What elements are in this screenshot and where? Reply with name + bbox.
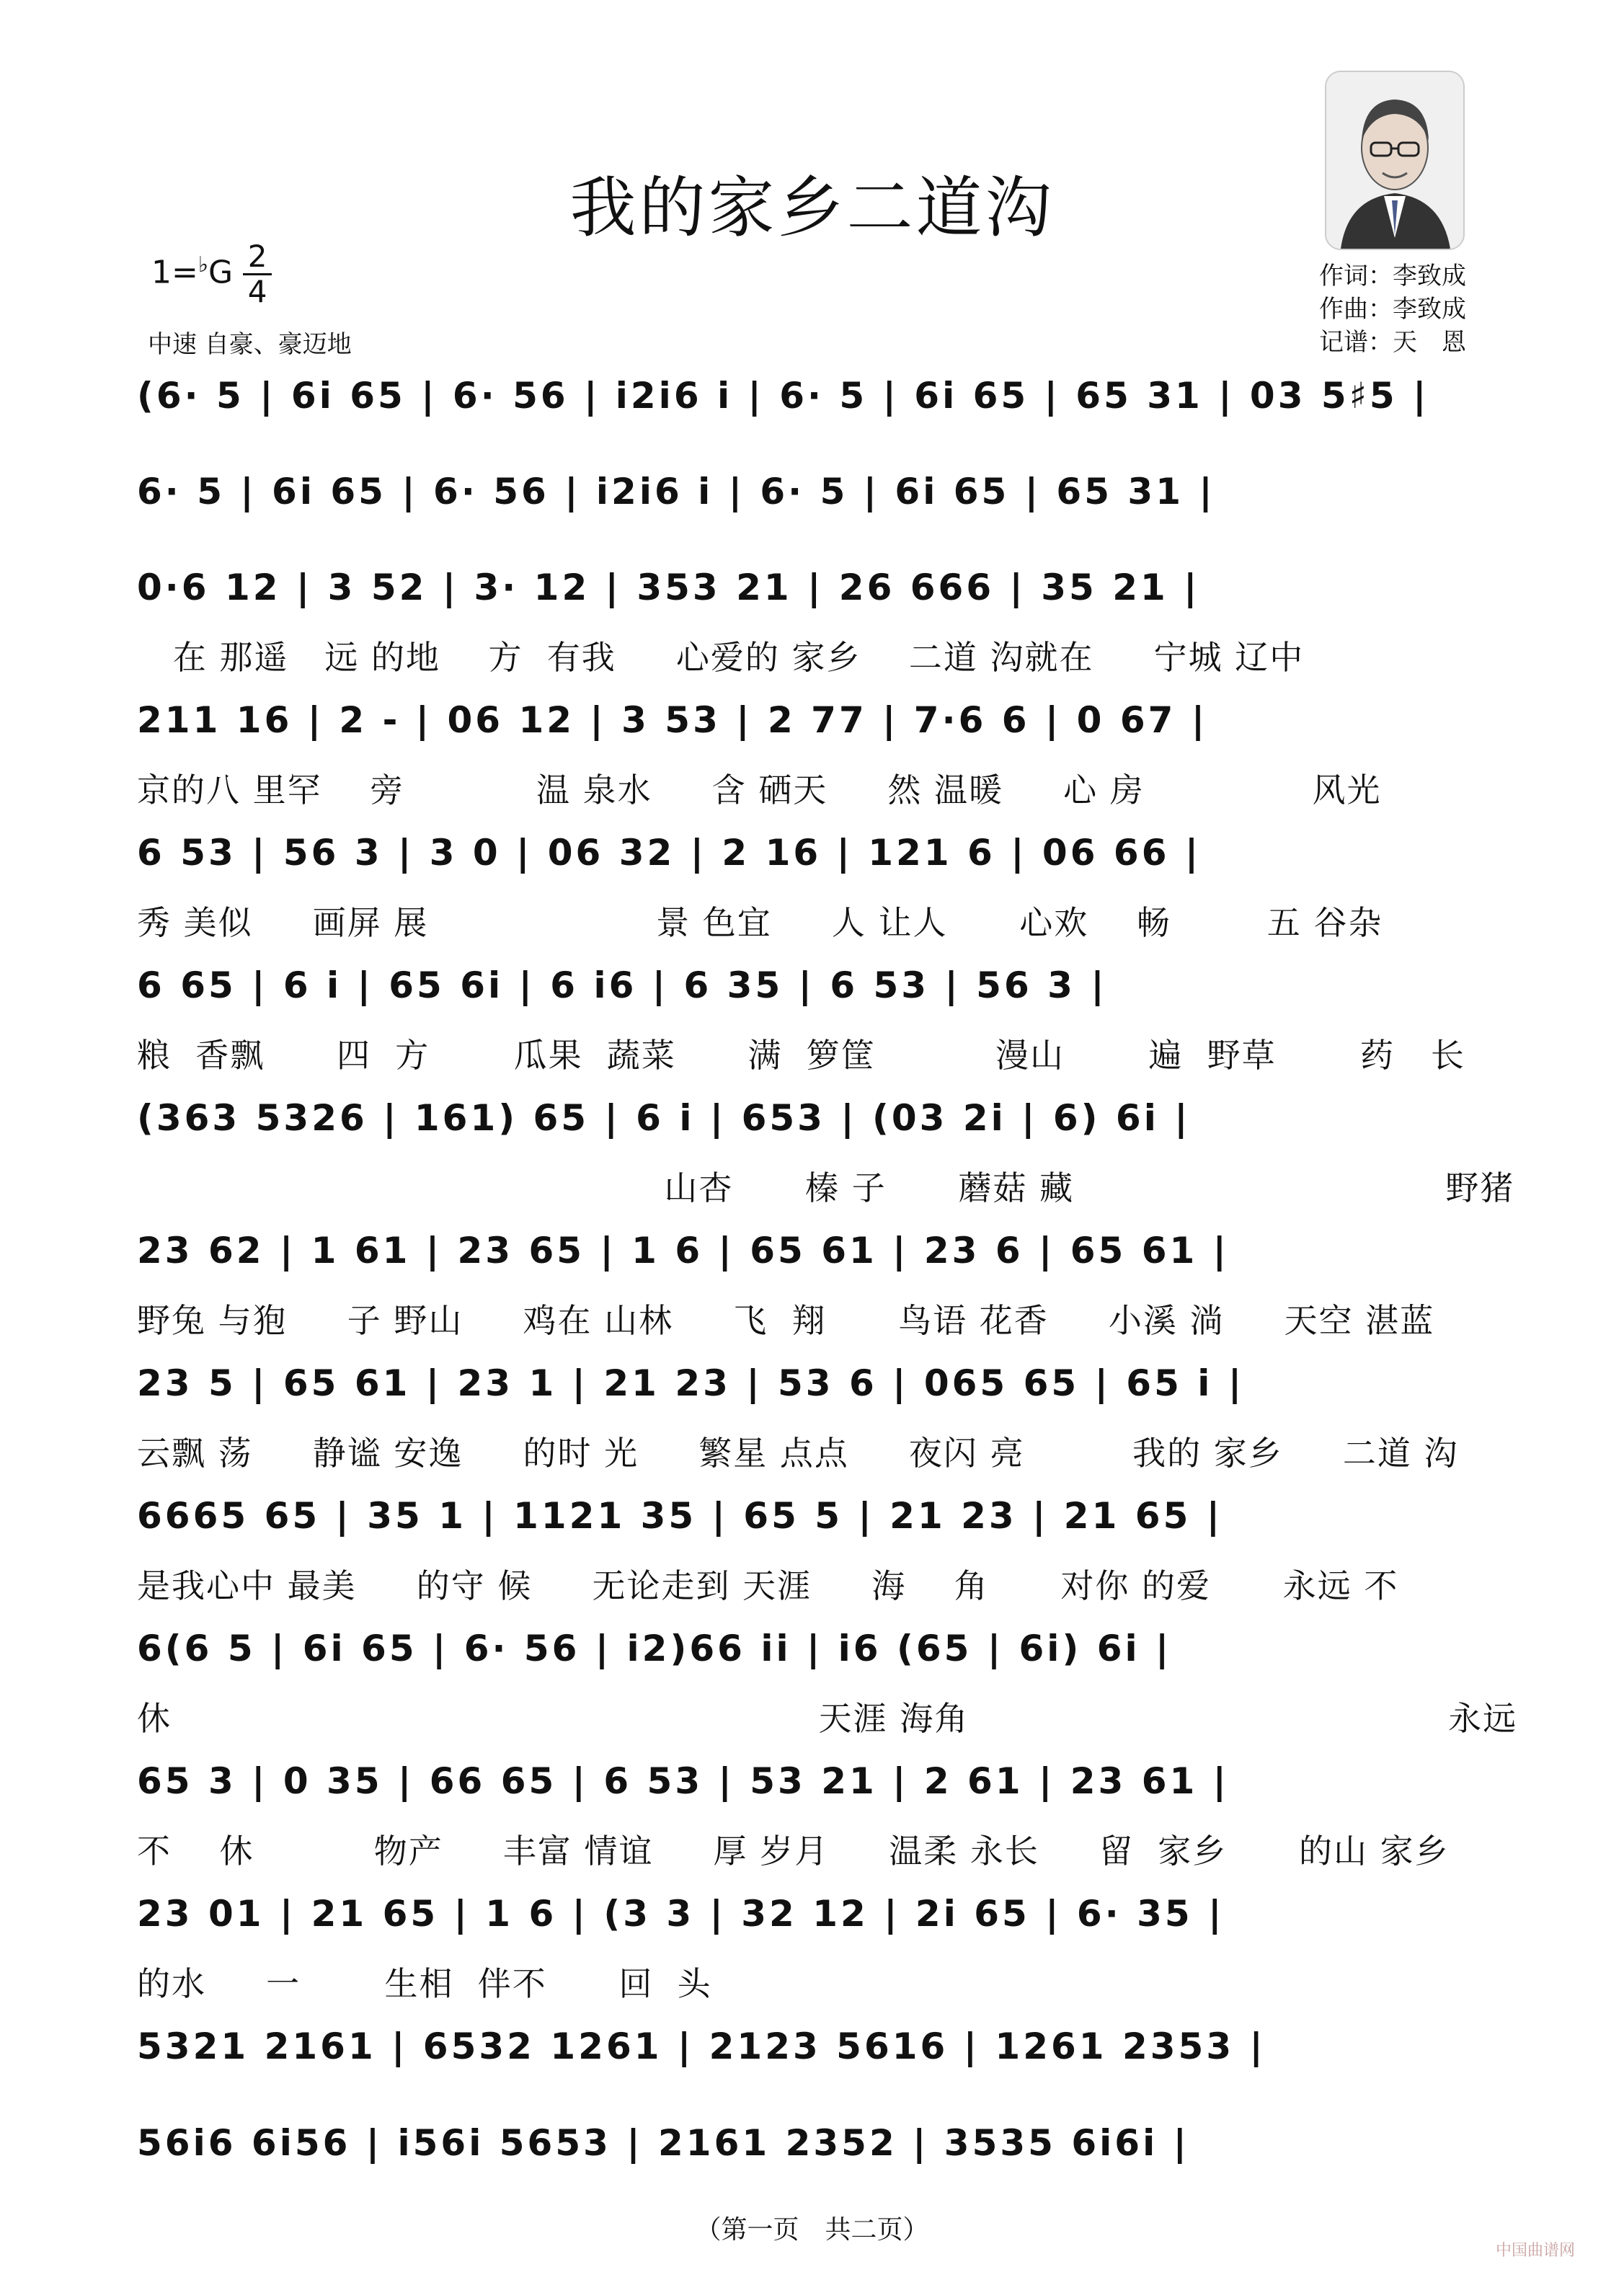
lyrics-line: 休 天涯 海角 永远 (137, 1699, 1518, 1738)
watermark-logo: 中国曲谱网 (1496, 2242, 1576, 2260)
key-signature (151, 241, 272, 307)
lyrics-line: 的水 一 生相 伴不 回 头 (137, 1964, 712, 2003)
lyrics-line: 是我心中 最美 的守 候 无论走到 天涯 海 角 对你 的爱 永远 不 (137, 1566, 1399, 1605)
lyrics-line: 在 那遥 远 的地 方 有我 心爱的 家乡 二道 沟就在 宁城 辽中 (137, 638, 1305, 677)
key-prefix: 1= (151, 254, 198, 291)
lyrics-line: 粮 香飘 四 方 瓜果 蔬菜 满 箩筐 漫山 遍 野草 药 长 (137, 1036, 1465, 1075)
lyrics-line: 京的八 里罕 旁 温 泉水 含 硒天 然 温暖 心 房 风光 (137, 771, 1382, 809)
notation-line: 211 16 | 2 - | 06 12 | 3 53 | 2 77 | 7·6 6 | 0 67 | (137, 699, 1208, 741)
lyrics-line: 不 休 物产 丰富 情谊 厚 岁月 温柔 永长 留 家乡 的山 家乡 (137, 1832, 1450, 1871)
page-title: 我的家乡二道沟 (569, 169, 1055, 247)
transcriber-credit: 记谱：天 恩 (1319, 328, 1466, 357)
notation-line: 6665 65 | 35 1 | 1121 35 | 65 5 | 21 23 | 21 65 | (137, 1495, 1223, 1537)
lyrics-line: 云飘 荡 静谧 安逸 的时 光 繁星 点点 夜闪 亮 我的 家乡 二道 沟 (137, 1434, 1459, 1473)
key-tonic: G (208, 254, 234, 291)
page-number: （第一页 共二页） (695, 2215, 929, 2245)
notation-line: 5321 2161 | 6532 1261 | 2123 5616 | 1261 2353 | (137, 2026, 1266, 2067)
notation-line: 23 5 | 65 61 | 23 1 | 21 23 | 53 6 | 065 65 | 65 i | (137, 1362, 1245, 1404)
tempo-marking: 中速 自豪、豪迈地 (148, 330, 352, 359)
lyrics-line: 野兔 与狍 子 野山 鸡在 山林 飞 翔 鸟语 花香 小溪 淌 天空 湛蓝 (137, 1301, 1435, 1340)
composer-portrait (1325, 71, 1465, 250)
time-top: 2 (247, 239, 267, 274)
notation-line: 56i6 6i56 | i56i 5653 | 2161 2352 | 3535 6i6i | (137, 2122, 1189, 2164)
notation-line: (6· 5 | 6i 65 | 6· 56 | i2i6 i | 6· 5 | 6i 65 | 65 31 | 03 5♯5 | (137, 375, 1429, 417)
credits (1319, 259, 1466, 359)
notation-line: 6 53 | 56 3 | 3 0 | 06 32 | 2 16 | 121 6 | 06 66 | (137, 832, 1202, 874)
notation-line: 65 3 | 0 35 | 66 65 | 6 53 | 53 21 | 2 61 | 23 61 | (137, 1760, 1229, 1802)
notation-line: 23 62 | 1 61 | 23 65 | 1 6 | 65 61 | 23 6 | 65 61 | (137, 1230, 1229, 1272)
lyricist-credit: 作词：李致成 (1319, 262, 1466, 290)
lyrics-line: 秀 美似 画屏 展 景 色宜 人 让人 心欢 畅 五 谷杂 (137, 903, 1383, 942)
lyrics-line: 山杏 榛 子 蘑菇 藏 野猪 (137, 1168, 1515, 1207)
notation-line: 6 65 | 6 i | 65 6i | 6 i6 | 6 35 | 6 53 | 56 3 | (137, 964, 1107, 1006)
notation-line: 0·6 12 | 3 52 | 3· 12 | 353 21 | 26 666 | 35 21 | (137, 567, 1200, 608)
time-bottom: 4 (247, 274, 267, 309)
flat-sign: ♭ (198, 252, 209, 278)
composer-credit: 作曲：李致成 (1319, 295, 1466, 324)
notation-line: 6(6 5 | 6i 65 | 6· 56 | i2)66 ii | i6 (65 | 6i) 6i | (137, 1628, 1172, 1669)
notation-line: (363 5326 | 161) 65 | 6 i | 653 | (03 2i | 6) 6i | (137, 1097, 1191, 1139)
time-signature (243, 241, 272, 307)
notation-line: 6· 5 | 6i 65 | 6· 56 | i2i6 i | 6· 5 | 6i 65 | 65 31 | (137, 471, 1215, 513)
notation-line: 23 01 | 21 65 | 1 6 | (3 3 | 32 12 | 2i 65 | 6· 35 | (137, 1893, 1225, 1935)
